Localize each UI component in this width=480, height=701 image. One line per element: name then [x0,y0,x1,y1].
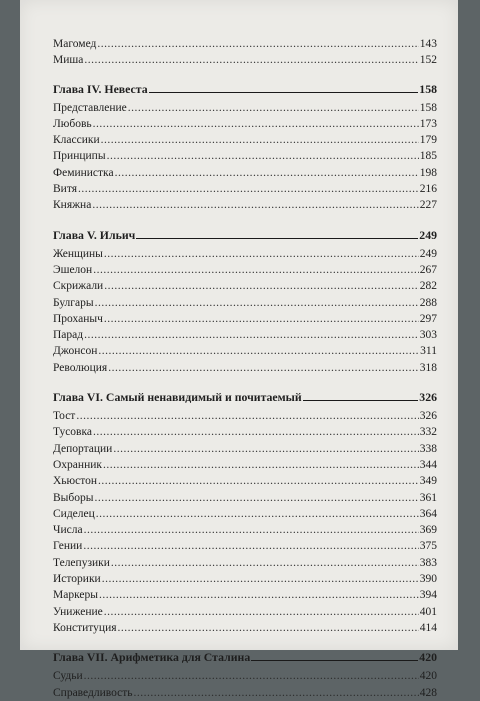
toc-entry [53,538,437,554]
chapter-heading [53,389,437,406]
table-of-contents [53,36,437,701]
page-number: 216 [419,183,437,196]
entry-title: Скрижали [53,280,104,293]
leader-dots [111,555,419,571]
page-number: 288 [419,296,437,309]
entry-title: Джонсон [53,345,98,358]
leader-dots [96,506,419,522]
page-number: 332 [419,426,437,439]
entry-title: Витя [53,183,77,196]
toc-entry [53,100,437,116]
toc-entry [53,555,437,571]
leader-dots [92,197,418,213]
leader-dots [93,262,419,278]
page-number: 344 [419,458,437,471]
page-number: 428 [419,686,437,699]
leader-dots [113,441,418,457]
toc-entry [53,587,437,603]
entry-title: Телепузики [53,556,110,569]
entry-title: Магомед [53,38,97,50]
page-number: 297 [419,312,437,325]
chapter-heading [53,81,437,98]
leader-dots [78,181,419,197]
leader-dots [97,36,418,52]
entry-title: Женщины [53,247,103,260]
page-number: 420 [419,670,437,683]
page-number: 401 [419,605,437,618]
toc-entry [53,262,437,278]
entry-title: Конституция [53,621,117,634]
entry-title: Булгары [53,296,94,309]
leader-dots [118,620,419,636]
entry-title: Парад [53,329,84,342]
leader-dots [83,538,418,554]
leader-dots [99,587,419,603]
toc-entry [53,571,437,587]
leader-dots [98,343,419,359]
entry-title: Представление [53,101,127,114]
chapter-title: Глава IV. Невеста [53,81,148,96]
toc-entry [53,522,437,538]
toc-entry [53,295,437,311]
toc-entry [53,278,437,294]
toc-entry [53,181,437,197]
page-number: 375 [419,540,437,553]
page-number: 326 [419,410,437,423]
toc-entry [53,424,437,440]
page-number: 143 [419,38,437,50]
toc-entry [53,116,437,132]
leader-dots [136,229,418,239]
toc-entry [53,311,437,327]
toc-entry [53,36,437,52]
entry-title: Судьи [53,670,83,683]
toc-entry [53,246,437,262]
toc-entry [53,408,437,424]
leader-dots [84,327,419,343]
leader-dots [303,391,419,401]
leader-dots [104,246,419,262]
page-number: 179 [419,134,437,147]
page-number: 185 [419,150,437,163]
entry-title: Тусовка [53,426,93,439]
toc-entry [53,620,437,636]
leader-dots [84,522,419,538]
toc-entry [53,490,437,506]
toc-entry [53,132,437,148]
page-number: 249 [419,227,437,242]
entry-title: Маркеры [53,589,98,602]
toc-entry [53,197,437,213]
page-number: 227 [419,199,437,212]
page-number: 267 [419,263,437,276]
page-number: 420 [419,650,437,665]
entry-title: Революция [53,361,108,374]
page-number: 158 [419,81,437,96]
toc-entry [53,360,437,376]
page-number: 383 [419,556,437,569]
entry-title: Унижение [53,605,103,618]
entry-title: Любовь [53,117,92,130]
leader-dots [128,100,419,116]
page-number: 364 [419,507,437,520]
leader-dots [84,52,418,68]
entry-title: Эшелон [53,263,93,276]
page-number: 414 [419,621,437,634]
page-number: 338 [419,442,437,455]
entry-title: Сиделец [53,507,95,520]
leader-dots [104,311,419,327]
page-number: 158 [419,101,437,114]
chapter-heading [53,649,437,666]
leader-dots [108,360,419,376]
entry-title: Хьюстон [53,475,98,488]
entry-title: Миша [53,54,84,67]
leader-dots [134,685,419,701]
toc-entry [53,457,437,473]
entry-title: Княжна [53,199,92,212]
entry-title: Тост [53,410,76,423]
toc-entry [53,165,437,181]
toc-entry [53,668,437,684]
entry-title: Классики [53,134,100,147]
entry-title: Проханыч [53,312,103,325]
page-number: 318 [419,361,437,374]
entry-title: Числа [53,524,83,537]
page-number: 361 [419,491,437,504]
leader-dots [103,457,419,473]
leader-dots [104,604,419,620]
chapter-heading [53,227,437,244]
leader-dots [93,424,419,440]
page-number: 390 [419,573,437,586]
page-number: 311 [420,345,437,358]
chapter-title: Глава VI. Самый ненавидимый и почитаемый [53,390,302,405]
page-number: 303 [419,329,437,342]
leader-dots [84,668,419,684]
leader-dots [94,490,418,506]
leader-dots [115,165,419,181]
toc-entry [53,148,437,164]
entry-title: Депортации [53,442,113,455]
toc-entry [53,685,437,701]
toc-entry [53,506,437,522]
toc-entry [53,441,437,457]
toc-entry [53,327,437,343]
page-number: 394 [419,589,437,602]
leader-dots [104,278,419,294]
leader-dots [251,651,418,661]
toc-entry [53,473,437,489]
entry-title: Выборы [53,491,94,504]
page-number: 249 [419,247,437,260]
entry-title: Охранник [53,458,102,471]
entry-title: Справедливость [53,686,133,699]
leader-dots [95,295,419,311]
entry-title: Принципы [53,150,106,163]
leader-dots [98,473,419,489]
leader-dots [149,83,419,93]
page-number: 173 [419,117,437,130]
toc-entry [53,343,437,359]
toc-entry [53,52,437,68]
chapter-title: Глава VII. Арифметика для Сталина [53,650,251,665]
entry-title: Историки [53,573,101,586]
chapter-title: Глава V. Ильич [53,227,136,242]
leader-dots [102,571,419,587]
book-page [20,0,458,699]
page-number: 282 [419,280,437,293]
leader-dots [101,132,419,148]
page-number: 326 [419,390,437,405]
page-number: 198 [419,166,437,179]
leader-dots [76,408,418,424]
page-number: 349 [419,475,437,488]
toc-entry [53,604,437,620]
entry-title: Феминистка [53,166,114,179]
page-number: 369 [419,524,437,537]
entry-title: Гении [53,540,83,553]
leader-dots [107,148,419,164]
page-number: 152 [419,54,437,67]
leader-dots [93,116,419,132]
